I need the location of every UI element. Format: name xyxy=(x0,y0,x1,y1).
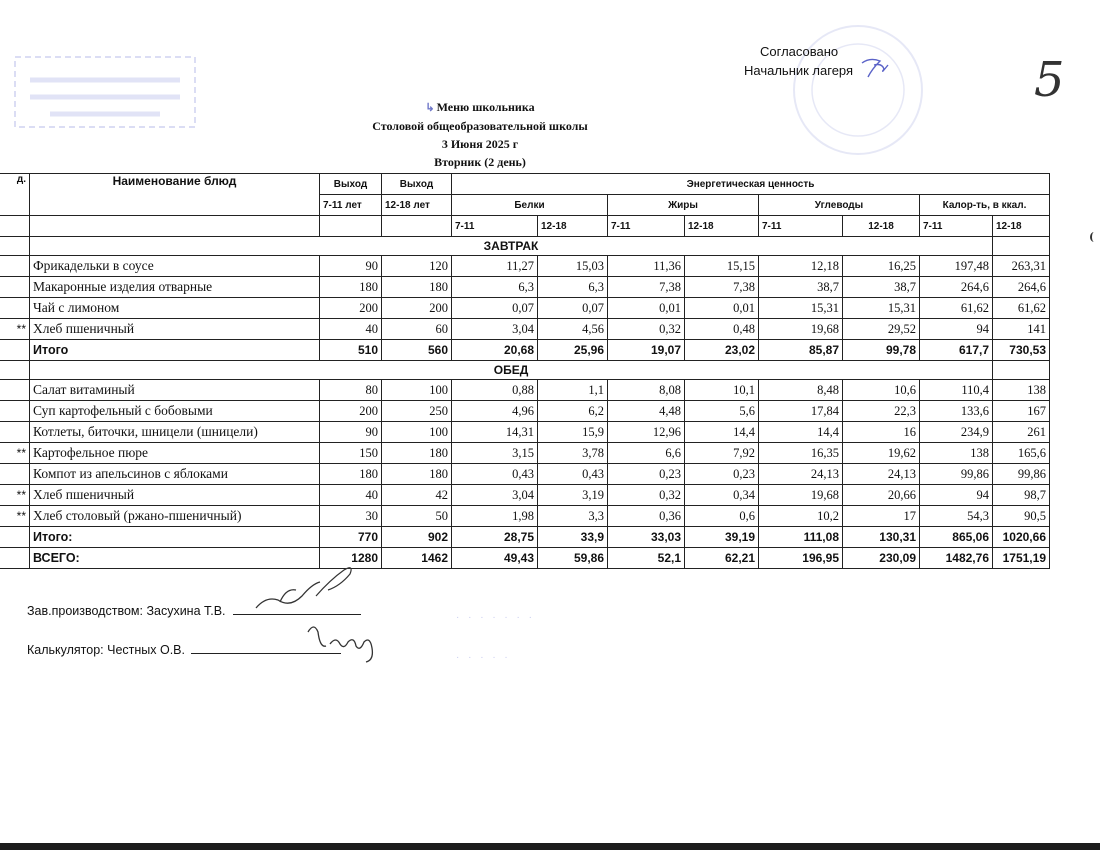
calculator-signature xyxy=(300,618,400,666)
age-label: 7-11 xyxy=(759,216,843,237)
value-cell: 10,1 xyxy=(685,380,759,401)
value-cell: 0,07 xyxy=(452,298,538,319)
value-cell: 12,96 xyxy=(608,422,685,443)
value-cell: 0,43 xyxy=(538,464,608,485)
value-cell: 4,56 xyxy=(538,319,608,340)
value-cell: 15,31 xyxy=(843,298,920,319)
value-cell: 100 xyxy=(382,422,452,443)
value-cell: 14,4 xyxy=(759,422,843,443)
value-cell: 510 xyxy=(320,340,382,361)
recipe-mark xyxy=(0,256,30,277)
age-label: 12-18 xyxy=(843,216,920,237)
value-cell: 24,13 xyxy=(759,464,843,485)
value-cell: 234,9 xyxy=(920,422,993,443)
value-cell: 4,96 xyxy=(452,401,538,422)
dish-name: Салат витаминый xyxy=(30,380,320,401)
value-cell: 15,9 xyxy=(538,422,608,443)
col-dish-name: Наименование блюд xyxy=(30,174,320,216)
value-cell: 167 xyxy=(993,401,1050,422)
col-recipe: д. xyxy=(0,174,30,216)
value-cell: 33,03 xyxy=(608,527,685,548)
menu-title: ↳ Меню школьника xyxy=(425,100,535,114)
approver-signature xyxy=(858,55,892,81)
value-cell: 22,3 xyxy=(843,401,920,422)
value-cell: 94 xyxy=(920,485,993,506)
value-cell: 261 xyxy=(993,422,1050,443)
value-cell: 16 xyxy=(843,422,920,443)
value-cell: 196,95 xyxy=(759,548,843,569)
calculator-label: Калькулятор: Честных О.В. xyxy=(27,643,185,657)
faint-mark: · · · · · · · xyxy=(456,612,535,623)
value-cell: 0,01 xyxy=(608,298,685,319)
value-cell: 19,62 xyxy=(843,443,920,464)
dish-row xyxy=(0,298,1050,319)
breakfast-total-row xyxy=(0,340,1050,361)
value-cell: 165,6 xyxy=(993,443,1050,464)
value-cell: 90,5 xyxy=(993,506,1050,527)
value-cell: 15,03 xyxy=(538,256,608,277)
value-cell: 19,68 xyxy=(759,485,843,506)
value-cell: 200 xyxy=(382,298,452,319)
recipe-mark xyxy=(0,548,30,569)
value-cell: 1280 xyxy=(320,548,382,569)
recipe-mark: ** xyxy=(0,485,30,506)
value-cell: 99,86 xyxy=(993,464,1050,485)
value-cell: 25,96 xyxy=(538,340,608,361)
value-cell: 60 xyxy=(382,319,452,340)
recipe-mark xyxy=(0,298,30,319)
value-cell: 38,7 xyxy=(843,277,920,298)
value-cell: 50 xyxy=(382,506,452,527)
recipe-mark: ** xyxy=(0,443,30,464)
value-cell: 902 xyxy=(382,527,452,548)
value-cell: 99,78 xyxy=(843,340,920,361)
dish-name: Чай с лимоном xyxy=(30,298,320,319)
section-breakfast-label: ЗАВТРАК xyxy=(30,237,993,256)
value-cell: 40 xyxy=(320,485,382,506)
value-cell: 1020,66 xyxy=(993,527,1050,548)
value-cell: 3,04 xyxy=(452,319,538,340)
value-cell: 0,23 xyxy=(608,464,685,485)
value-cell: 0,43 xyxy=(452,464,538,485)
recipe-mark xyxy=(0,277,30,298)
group-carbs: Углеводы xyxy=(759,195,920,216)
value-cell: 15,31 xyxy=(759,298,843,319)
value-cell: 17,84 xyxy=(759,401,843,422)
value-cell: 0,6 xyxy=(685,506,759,527)
age-label: 7-11 xyxy=(452,216,538,237)
value-cell: 180 xyxy=(382,277,452,298)
dish-row xyxy=(0,464,1050,485)
value-cell: 62,21 xyxy=(685,548,759,569)
recipe-mark xyxy=(0,527,30,548)
value-cell: 1,1 xyxy=(538,380,608,401)
dish-name: Макаронные изделия отварные xyxy=(30,277,320,298)
stamp-circle xyxy=(788,20,928,160)
value-cell: 0,32 xyxy=(608,485,685,506)
value-cell: 111,08 xyxy=(759,527,843,548)
value-cell: 30 xyxy=(320,506,382,527)
value-cell: 15,15 xyxy=(685,256,759,277)
value-cell: 3,3 xyxy=(538,506,608,527)
value-cell: 10,2 xyxy=(759,506,843,527)
value-cell: 130,31 xyxy=(843,527,920,548)
value-cell: 200 xyxy=(320,298,382,319)
dish-row xyxy=(0,485,1050,506)
value-cell: 0,23 xyxy=(685,464,759,485)
value-cell: 23,02 xyxy=(685,340,759,361)
header-row-3 xyxy=(0,216,1050,237)
value-cell: 24,13 xyxy=(843,464,920,485)
dish-row xyxy=(0,277,1050,298)
age-label: 12-18 xyxy=(685,216,759,237)
dish-row xyxy=(0,443,1050,464)
value-cell: 5,6 xyxy=(685,401,759,422)
value-cell: 1,98 xyxy=(452,506,538,527)
value-cell: 230,09 xyxy=(843,548,920,569)
value-cell: 33,9 xyxy=(538,527,608,548)
value-cell: 250 xyxy=(382,401,452,422)
col-yield-12-18: Выход xyxy=(382,174,452,195)
dish-name: Суп картофельный с бобовыми xyxy=(30,401,320,422)
value-cell: 59,86 xyxy=(538,548,608,569)
approval-position: Начальник лагеря xyxy=(744,63,854,78)
value-cell: 10,6 xyxy=(843,380,920,401)
lunch-rows xyxy=(0,380,1050,527)
value-cell: 7,92 xyxy=(685,443,759,464)
dish-row xyxy=(0,319,1050,340)
dish-row xyxy=(0,422,1050,443)
faint-mark: · · · · · xyxy=(456,652,511,663)
production-manager-label: Зав.производством: Засухина Т.В. xyxy=(27,604,226,618)
value-cell: 7,38 xyxy=(608,277,685,298)
approval-block xyxy=(744,42,853,80)
value-cell: 40 xyxy=(320,319,382,340)
value-cell: 16,35 xyxy=(759,443,843,464)
value-cell: 730,53 xyxy=(993,340,1050,361)
dish-name: Хлеб пшеничный xyxy=(30,485,320,506)
recipe-mark: ** xyxy=(0,319,30,340)
value-cell: 7,38 xyxy=(685,277,759,298)
school-name: Столовой общеобразовательной школы xyxy=(372,119,588,133)
value-cell: 6,3 xyxy=(452,277,538,298)
dish-name: Котлеты, биточки, шницели (шницели) xyxy=(30,422,320,443)
value-cell: 200 xyxy=(320,401,382,422)
value-cell: 0,48 xyxy=(685,319,759,340)
value-cell: 14,4 xyxy=(685,422,759,443)
value-cell: 197,48 xyxy=(920,256,993,277)
value-cell: 11,27 xyxy=(452,256,538,277)
value-cell: 42 xyxy=(382,485,452,506)
recipe-mark xyxy=(0,380,30,401)
recipe-mark xyxy=(0,464,30,485)
value-cell: 180 xyxy=(382,443,452,464)
value-cell: 29,52 xyxy=(843,319,920,340)
group-fat: Жиры xyxy=(608,195,759,216)
dish-name: Хлеб столовый (ржано-пшеничный) xyxy=(30,506,320,527)
section-breakfast xyxy=(0,237,1050,256)
value-cell: 0,07 xyxy=(538,298,608,319)
recipe-mark xyxy=(0,340,30,361)
lunch-total-row xyxy=(0,527,1050,548)
dish-row xyxy=(0,506,1050,527)
value-cell: 264,6 xyxy=(920,277,993,298)
stamp-left xyxy=(10,52,200,132)
header-row-1 xyxy=(0,174,1050,195)
dish-name: Итого: xyxy=(30,527,320,548)
value-cell: 3,19 xyxy=(538,485,608,506)
group-calories: Калор-ть, в ккал. xyxy=(920,195,1050,216)
value-cell: 99,86 xyxy=(920,464,993,485)
value-cell: 12,18 xyxy=(759,256,843,277)
age-label: 12-18 xyxy=(993,216,1050,237)
production-signature xyxy=(250,578,330,618)
value-cell: 20,66 xyxy=(843,485,920,506)
breakfast-rows xyxy=(0,256,1050,340)
col-energy: Энергетическая ценность xyxy=(452,174,1050,195)
col-yield-7-11-age: 7-11 лет xyxy=(320,195,382,216)
value-cell: 0,88 xyxy=(452,380,538,401)
signature-calculator xyxy=(27,641,341,657)
value-cell: 8,48 xyxy=(759,380,843,401)
value-cell: 264,6 xyxy=(993,277,1050,298)
value-cell: 100 xyxy=(382,380,452,401)
recipe-mark xyxy=(0,422,30,443)
value-cell: 49,43 xyxy=(452,548,538,569)
value-cell: 16,25 xyxy=(843,256,920,277)
value-cell: 3,78 xyxy=(538,443,608,464)
recipe-mark xyxy=(0,401,30,422)
value-cell: 39,19 xyxy=(685,527,759,548)
value-cell: 14,31 xyxy=(452,422,538,443)
grand-total-row xyxy=(0,548,1050,569)
dish-row xyxy=(0,380,1050,401)
value-cell: 61,62 xyxy=(920,298,993,319)
value-cell: 120 xyxy=(382,256,452,277)
dish-name: Фрикадельки в соусе xyxy=(30,256,320,277)
edge-mark xyxy=(1090,232,1098,242)
value-cell: 133,6 xyxy=(920,401,993,422)
value-cell: 617,7 xyxy=(920,340,993,361)
menu-header xyxy=(330,98,630,171)
value-cell: 180 xyxy=(320,464,382,485)
approval-label: Согласовано xyxy=(760,44,839,59)
value-cell: 90 xyxy=(320,422,382,443)
value-cell: 11,36 xyxy=(608,256,685,277)
svg-text:5: 5 xyxy=(1034,52,1065,106)
value-cell: 85,87 xyxy=(759,340,843,361)
value-cell: 90 xyxy=(320,256,382,277)
value-cell: 138 xyxy=(920,443,993,464)
section-lunch xyxy=(0,361,1050,380)
group-protein: Белки xyxy=(452,195,608,216)
dish-name: Картофельное пюре xyxy=(30,443,320,464)
value-cell: 94 xyxy=(920,319,993,340)
value-cell: 38,7 xyxy=(759,277,843,298)
value-cell: 1482,76 xyxy=(920,548,993,569)
value-cell: 0,36 xyxy=(608,506,685,527)
value-cell: 80 xyxy=(320,380,382,401)
age-label: 7-11 xyxy=(920,216,993,237)
value-cell: 0,34 xyxy=(685,485,759,506)
dish-name: Итого xyxy=(30,340,320,361)
value-cell: 61,62 xyxy=(993,298,1050,319)
value-cell: 1751,19 xyxy=(993,548,1050,569)
page-number xyxy=(1030,50,1070,106)
value-cell: 770 xyxy=(320,527,382,548)
age-label: 7-11 xyxy=(608,216,685,237)
value-cell: 28,75 xyxy=(452,527,538,548)
value-cell: 263,31 xyxy=(993,256,1050,277)
menu-date: 3 Июня 2025 г xyxy=(441,137,519,151)
value-cell: 3,15 xyxy=(452,443,538,464)
value-cell: 0,01 xyxy=(685,298,759,319)
dish-name: ВСЕГО: xyxy=(30,548,320,569)
value-cell: 98,7 xyxy=(993,485,1050,506)
value-cell: 19,07 xyxy=(608,340,685,361)
menu-table xyxy=(0,173,1050,569)
col-yield-7-11: Выход xyxy=(320,174,382,195)
age-label: 12-18 xyxy=(538,216,608,237)
dish-name: Хлеб пшеничный xyxy=(30,319,320,340)
value-cell: 52,1 xyxy=(608,548,685,569)
value-cell: 138 xyxy=(993,380,1050,401)
value-cell: 865,06 xyxy=(920,527,993,548)
scan-bottom-edge xyxy=(0,843,1100,850)
value-cell: 180 xyxy=(320,277,382,298)
value-cell: 3,04 xyxy=(452,485,538,506)
value-cell: 0,32 xyxy=(608,319,685,340)
recipe-mark: ** xyxy=(0,506,30,527)
value-cell: 180 xyxy=(382,464,452,485)
section-lunch-label: ОБЕД xyxy=(30,361,993,380)
value-cell: 4,48 xyxy=(608,401,685,422)
value-cell: 150 xyxy=(320,443,382,464)
value-cell: 54,3 xyxy=(920,506,993,527)
value-cell: 1462 xyxy=(382,548,452,569)
value-cell: 560 xyxy=(382,340,452,361)
dish-row xyxy=(0,401,1050,422)
dish-name: Компот из апельсинов с яблоками xyxy=(30,464,320,485)
value-cell: 6,3 xyxy=(538,277,608,298)
value-cell: 20,68 xyxy=(452,340,538,361)
value-cell: 141 xyxy=(993,319,1050,340)
col-yield-12-18-age: 12-18 лет xyxy=(382,195,452,216)
value-cell: 6,6 xyxy=(608,443,685,464)
value-cell: 8,08 xyxy=(608,380,685,401)
dish-row xyxy=(0,256,1050,277)
value-cell: 6,2 xyxy=(538,401,608,422)
value-cell: 110,4 xyxy=(920,380,993,401)
menu-day: Вторник (2 день) xyxy=(434,155,526,169)
value-cell: 19,68 xyxy=(759,319,843,340)
value-cell: 17 xyxy=(843,506,920,527)
